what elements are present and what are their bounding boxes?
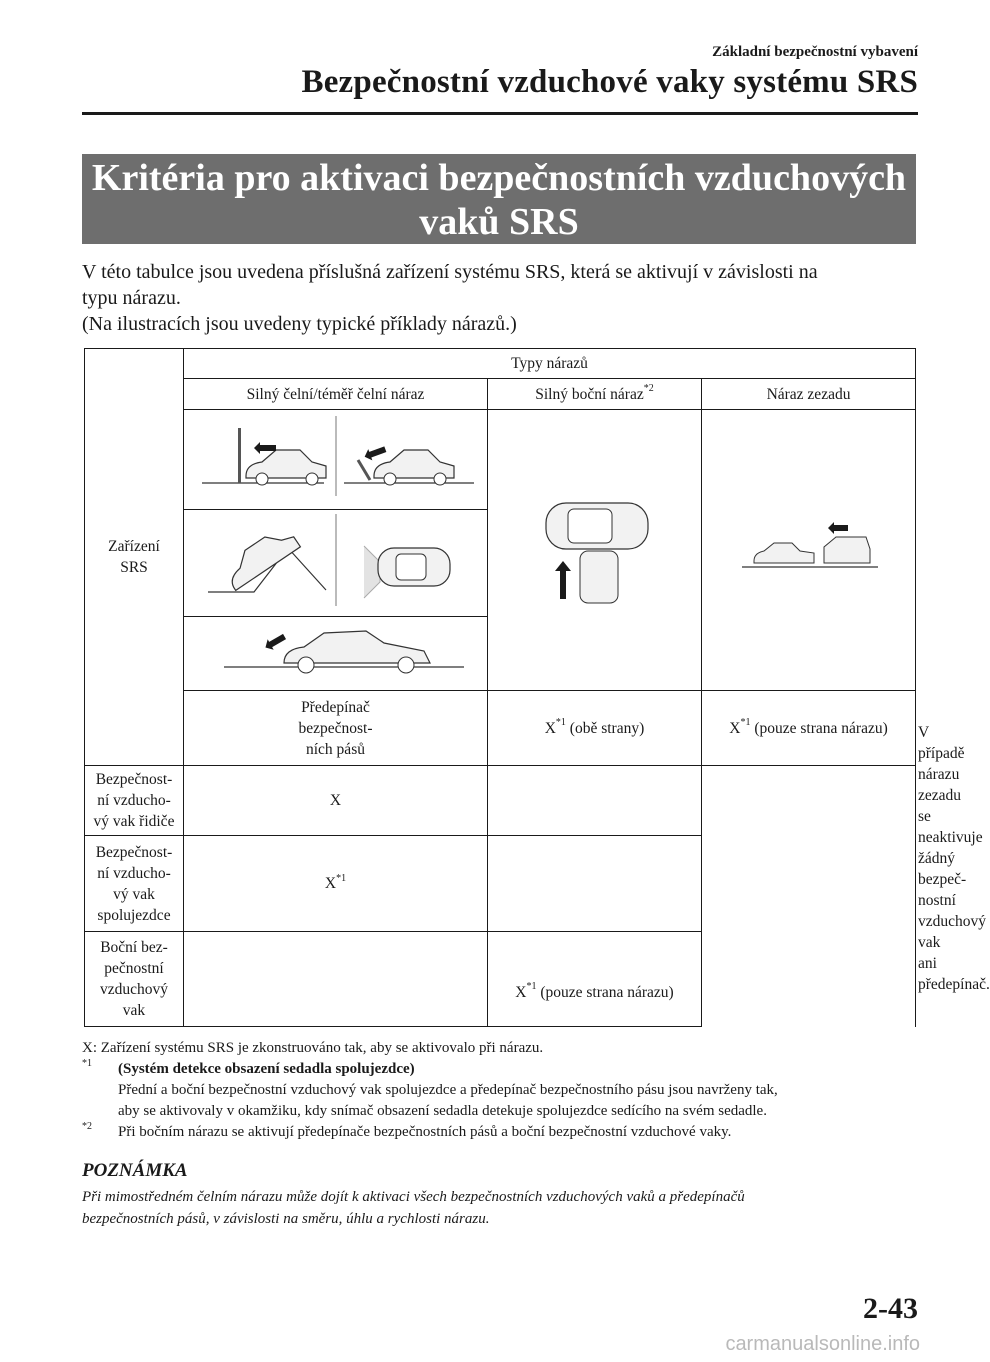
frontal-illustration-1: [184, 410, 488, 510]
x-mark: X: [729, 719, 741, 737]
frontal-crash-pair-illustration: [184, 410, 488, 509]
device-header: [85, 349, 184, 766]
section-title-line2: vaků SRS: [419, 201, 579, 243]
frontal-illustration-3: [184, 617, 488, 691]
device-line: Bezpečnost-: [95, 771, 173, 788]
side-illustration: [488, 410, 702, 691]
col-side-header: [488, 379, 702, 410]
intro-line-3: (Na ilustracích jsou uvedeny typické příklady nárazů.): [82, 313, 517, 335]
device-passenger-airbag: [85, 836, 184, 932]
page-number: 2-43: [863, 1292, 918, 1325]
intro-line-1: V této tabulce jsou uvedena příslušná zařízení systému SRS, která se aktivují v závislosti na: [82, 261, 818, 283]
passenger-airbag-frontal: [184, 836, 488, 932]
device-side-airbag: [85, 932, 184, 1027]
pretensioner-frontal: [488, 691, 702, 766]
note-heading: POZNÁMKA: [82, 1160, 188, 1181]
device-line: ní vzducho-: [97, 864, 171, 882]
col-side-sup: *2: [643, 383, 654, 395]
side-airbag-side: [488, 932, 702, 1027]
footnote-1-title: (Systém detekce obsazení sedadla spolujezdce): [118, 1061, 415, 1077]
footnote-1: [82, 1059, 922, 1122]
frontal-offset-crash-illustration: [184, 617, 488, 690]
page-title: Bezpečnostní vzduchové vaky systému SRS: [301, 64, 918, 100]
device-header-line1: Zařízení: [108, 538, 160, 555]
sup-mark: *1: [336, 872, 347, 884]
note-line-2: bezpečnostních pásů, v závislosti na směru, úhlu a rychlosti nárazu.: [82, 1211, 490, 1227]
device-line: vzduchový: [99, 981, 168, 998]
col-rear-header: Náraz zezadu: [702, 379, 916, 410]
device-line: bezpečnost-: [298, 719, 373, 737]
sup-mark: *1: [740, 717, 751, 729]
device-header-line2: SRS: [120, 559, 148, 576]
col-frontal-header: Silný čelní/téměř čelní náraz: [184, 379, 488, 410]
device-line: pečnostní: [104, 960, 164, 977]
footnote-1-mark: *1: [82, 1058, 92, 1069]
cell-note: (obě strany): [565, 719, 645, 737]
device-line: ních pásů: [306, 740, 365, 758]
cell-note: (pouze strana nárazu): [750, 719, 888, 737]
footnote-1-text-a: Přední a boční bezpečnostní vzduchový vak spolujezdce a předepínač bezpečnostního pásu jsou navrženy tak,: [118, 1082, 778, 1098]
intro-text: [82, 259, 922, 337]
header-rule: [82, 112, 918, 115]
device-line: vý vak řidiče: [93, 813, 175, 830]
driver-airbag-side: [488, 766, 702, 836]
intro-line-2: typu nárazu.: [82, 287, 181, 309]
x-mark: X: [329, 792, 342, 809]
side-impact-illustration: [488, 411, 702, 689]
passenger-airbag-side: [488, 836, 702, 932]
rear-impact-illustration: [702, 411, 916, 689]
note-line-1: Při mimostředném čelním nárazu může dojít k aktivaci všech bezpečnostních vzduchových vaků a předepínačů: [82, 1189, 745, 1205]
srs-criteria-table: Zařízení SRS Typy nárazů Silný čelní/téměř čelní náraz Silný boční náraz$^{*2}$ Náraz zezadu Předepínač bezpečnost- ních pásů $X^{*1}$ (obě strany) $X^{*1}$ (pouze strana nárazu) V případě nárazu zezadu se neaktivuje žádný bezpeč- nostní vzduchový vak ani předepínač. Bezpečnost- ní vzducho- vý vak řidiče X Bezpečnost- ní vzducho- vý vak spolujezdce $X^{*1}$ Boční bez- pečnostní vzduchový vak $X^{*1}$ (pouze strana nárazu): [84, 348, 916, 1027]
footnote-2: [82, 1122, 922, 1143]
footnote-2-text: Při bočním nárazu se aktivují předepínače bezpečnostních pásů a boční bezpečnostní vzduchové vaky.: [118, 1124, 732, 1140]
rear-illustration: [702, 410, 916, 691]
frontal-angle-crash-illustration: [184, 510, 488, 616]
col-side-label: Silný boční náraz: [535, 385, 644, 403]
section-title-box: [82, 154, 916, 244]
footnote-2-mark: *2: [82, 1121, 92, 1132]
device-line: Bezpečnost-: [95, 843, 173, 861]
device-line: ní vzducho-: [97, 792, 171, 809]
device-line: Boční bez-: [100, 939, 168, 956]
x-mark: X: [515, 983, 527, 1001]
note-text: [82, 1186, 922, 1230]
cell-note: (pouze strana nárazu): [536, 983, 674, 1001]
impact-types-header: Typy nárazů: [184, 349, 916, 379]
frontal-illustration-2: [184, 510, 488, 617]
x-mark: X: [324, 875, 337, 892]
section-label: Základní bezpečnostní vybavení: [712, 44, 918, 60]
section-title-line1: Kritéria pro aktivaci bezpečnostních vzduchových: [91, 157, 907, 199]
device-line: Předepínač: [301, 698, 370, 716]
pretensioner-side: [702, 691, 916, 766]
device-pretensioner: [184, 691, 488, 766]
device-driver-airbag: [85, 766, 184, 836]
driver-airbag-frontal: [184, 766, 488, 836]
device-line: vý vak: [113, 885, 155, 903]
sup-mark: *1: [555, 717, 566, 729]
sup-mark: *1: [526, 981, 537, 993]
footnotes: [82, 1038, 922, 1143]
device-line: spolujezdce: [97, 906, 171, 924]
watermark: carmanualsonline.info: [725, 1333, 920, 1355]
footnote-1-text-b: aby se aktivovaly v okamžiku, kdy snímač obsazení sedadla detekuje spolujezdce sedícího na svém sedadle.: [118, 1103, 767, 1119]
device-line: vak: [122, 1002, 146, 1019]
x-definition: X: Zařízení systému SRS je zkonstruováno tak, aby se aktivovalo při nárazu.: [82, 1040, 544, 1056]
x-mark: X: [544, 719, 556, 737]
side-airbag-frontal: [184, 932, 488, 1027]
